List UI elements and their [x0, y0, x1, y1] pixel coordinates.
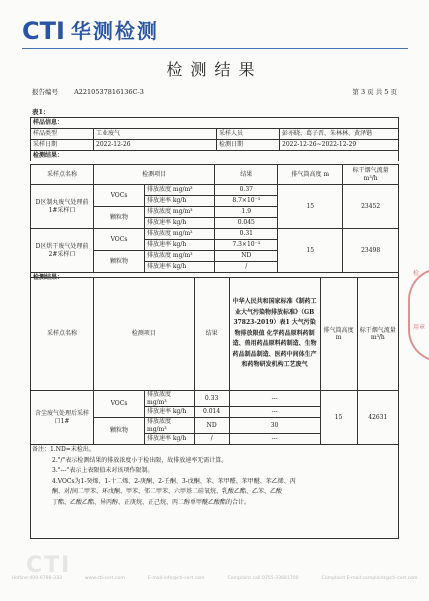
item-name: 颗粒物 [94, 251, 145, 273]
limit-value: --- [229, 407, 320, 418]
limit-value: --- [229, 391, 320, 407]
notes-line-3: 3."---"表示上表限值未对该项作限制。 [52, 467, 154, 474]
param: 排放浓度 mg/m³ [145, 185, 215, 196]
param: 排放速率 kg/h [145, 196, 215, 207]
header-result: 结果 [215, 165, 278, 185]
flow-rate: 23452 [343, 185, 399, 229]
notes-line-1: 备注：1.ND=未检出。 [32, 446, 95, 453]
result-value: 0.014 [194, 407, 229, 418]
param: 排放速率 kg/h [145, 407, 195, 418]
header-divider [22, 48, 408, 49]
header-result: 结果 [194, 278, 229, 391]
flow-rate: 42631 [357, 391, 398, 445]
item-name: 颗粒物 [94, 207, 145, 229]
result-value: 0.31 [215, 229, 278, 240]
results-heading-2: 检测结果： [31, 273, 399, 284]
param: 排放速率 kg/h [145, 218, 215, 229]
stamp-text-2: 用章 [413, 324, 426, 331]
header-flow: 标干烟气流量 m³/h [357, 278, 398, 391]
header-height: 排气筒高度 m [320, 278, 357, 391]
footer-contacts [0, 576, 429, 588]
notes [30, 445, 399, 508]
test-date-label: 检测日期 [217, 140, 280, 151]
header-item: 检测项目 [94, 278, 195, 391]
results-table-1 [30, 164, 399, 283]
table-caption: 表1： [32, 108, 50, 116]
result-value: 7.3×10⁻³ [215, 240, 278, 251]
param: 排放速率 kg/h [145, 434, 195, 445]
notes-line-6: 丁酯、乙酸乙酯、异丙醇、正庚烷、正己烷、丙二醇单甲醚乙酸酯的合计。 [52, 498, 251, 506]
item-name: VOCs [94, 391, 145, 418]
stack-height: 15 [278, 229, 343, 273]
notes-line-5: 酮、对/间二甲苯、环戊酮、甲苯、邻二甲苯、六甲基二硅氧烷、乳酸乙酯、乙苯、乙酸 [52, 488, 283, 495]
result-value: / [215, 262, 278, 273]
item-name: VOCs [94, 229, 145, 251]
footer-complaint-email: Complaint E-mail:complaint@cti-cert.com [321, 576, 418, 581]
param: 排放浓度 mg/m³ [145, 391, 195, 407]
result-value: ND [194, 418, 229, 434]
sample-info-table [30, 117, 399, 161]
report-number [32, 87, 144, 96]
param: 排放速率 kg/h [145, 262, 215, 273]
footer-logo: CTI [26, 553, 72, 578]
document-title: 检测结果 [166, 60, 263, 79]
report-number-value: A2210537816136C-3 [74, 88, 144, 96]
result-value: 0.37 [215, 185, 278, 196]
page-number: 第 3 页 共 5 页 [352, 88, 397, 96]
header-item: 检测项目 [94, 165, 215, 185]
sample-date-label: 采样日期 [31, 140, 94, 151]
stamp-text-1: 检 [413, 270, 420, 277]
flow-rate: 23498 [343, 229, 399, 273]
notes-line-4: 4.VOCs为1-癸烯、1-十二烯、2-庚酮、2-壬酮、3-戊酮、苯、苯甲醛、苯甲醚、苯乙烯、丙 [52, 477, 296, 485]
test-date-value: 2022-12-26~2022-12-29 [280, 140, 399, 151]
sample-type-label: 样品类型 [31, 129, 94, 140]
footer-hotline: Hotline:400-6788-333 [11, 576, 62, 581]
footer-email: E-mail:info@cti-cert.com [147, 576, 205, 581]
item-name: VOCs [94, 185, 145, 207]
param: 排放浓度 mg/m³ [145, 251, 215, 262]
stack-height: 15 [278, 185, 343, 229]
sampling-point: D区制丸废气处理前1#采样口 [31, 185, 94, 229]
results-heading-1: 检测结果： [31, 151, 399, 162]
item-name: 颗粒物 [94, 418, 145, 445]
notes-label: 备注： [32, 446, 51, 453]
param: 排放浓度 mg/m³ [145, 229, 215, 240]
result-value: 8.7×10⁻³ [215, 196, 278, 207]
company-logo [22, 19, 159, 43]
header-point: 采样点名称 [31, 165, 94, 185]
sample-info-heading: 样品信息： [31, 118, 399, 129]
result-value: / [194, 434, 229, 445]
footer-complaint-call: Complaint call:0755-33681700 [227, 576, 299, 581]
result-value: ND [215, 251, 278, 262]
header-height: 排气筒高度 m [278, 165, 343, 185]
header-standard: 中华人民共和国家标准《制药工业大气污染物排放标准》（GB 37823-2019）表1 大气污染物排放限值 化学药品原料药制造、兽用药品原料药制造、生物药品制品制造、医药中间体生产和药物研发机构工艺废气 [229, 278, 320, 391]
footer-website: www.cti-cert.com [84, 576, 125, 581]
header-flow: 标干烟气流量 m³/h [343, 165, 399, 185]
logo-company-name: 华测检测 [70, 19, 159, 43]
stack-height: 15 [320, 391, 357, 445]
sampling-point: 含尘废气处理后采样口1# [31, 391, 94, 445]
official-stamp [408, 268, 429, 362]
result-value: 1.9 [215, 207, 278, 218]
param: 排放浓度 mg/m³ [145, 418, 195, 434]
param: 排放浓度 mg/m³ [145, 207, 215, 218]
sample-type-value: 工业废气 [94, 129, 217, 140]
results-table-2 [30, 277, 399, 445]
param: 排放速率 kg/h [145, 240, 215, 251]
result-value: 0.33 [194, 391, 229, 407]
sampler-label: 采样人员 [217, 129, 280, 140]
sampling-point: D区烘干废气处理前2#采样口 [31, 229, 94, 273]
report-number-label: 报告编号 [32, 88, 58, 96]
logo-mark: CTI [22, 17, 65, 45]
header-point: 采样点名称 [31, 278, 94, 391]
limit-value: --- [229, 434, 320, 445]
notes-line-2: 2."/"表示检测结果的排放浓度小于检出限，故排放速率无需计算。 [52, 456, 228, 464]
sampler-value: 彭亦晓、葛子晋、朱林林、黄泽锴 [280, 129, 399, 140]
limit-value: 30 [229, 418, 320, 434]
result-value: 0.045 [215, 218, 278, 229]
sample-date-value: 2022-12-26 [94, 140, 217, 151]
